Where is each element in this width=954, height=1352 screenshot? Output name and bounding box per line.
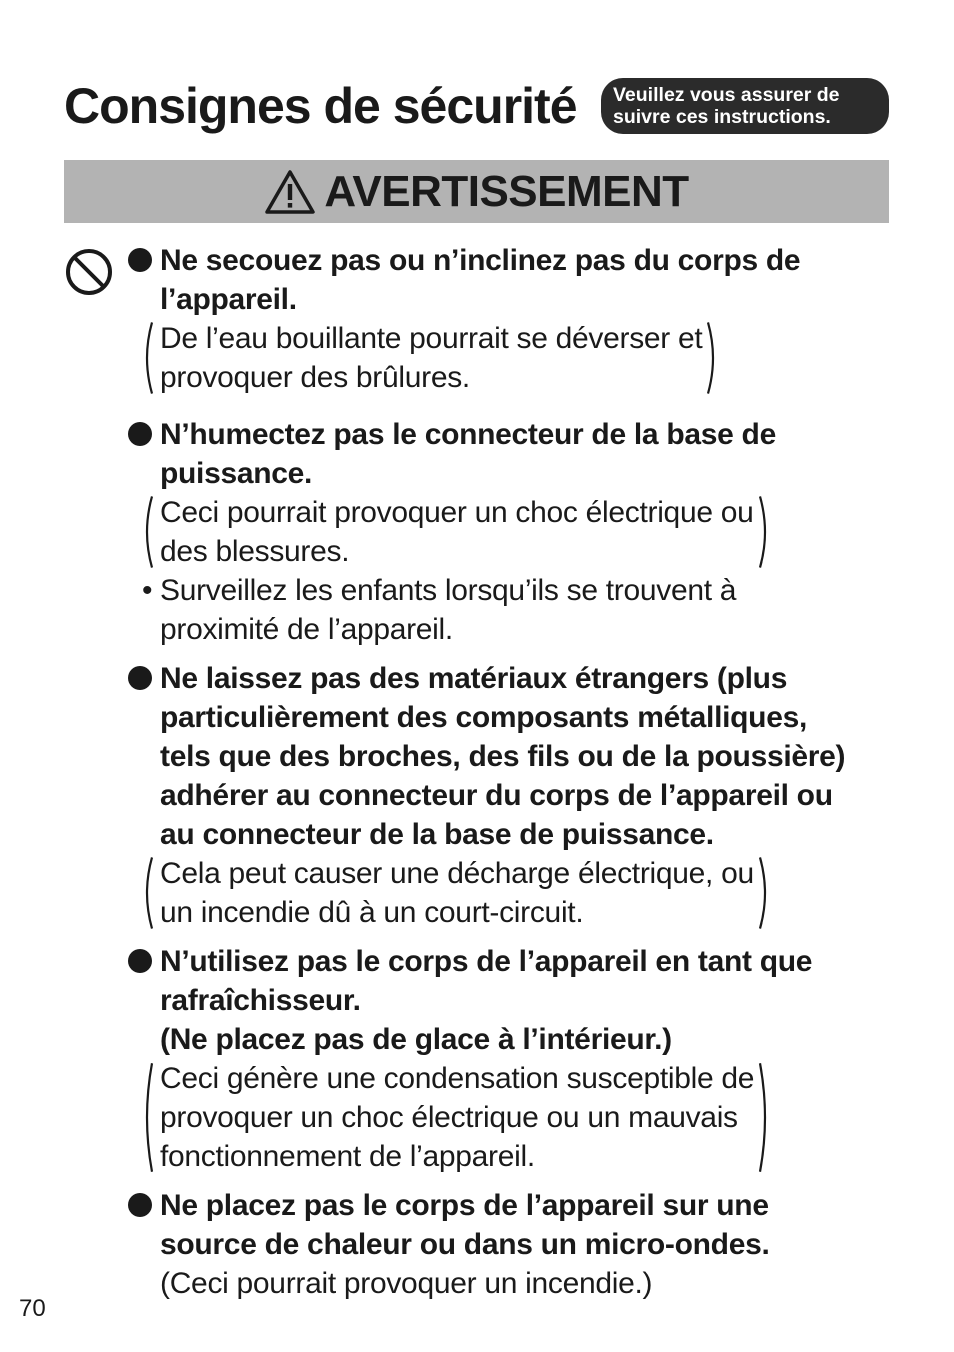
list-item (128, 241, 898, 397)
bullet-icon (128, 422, 152, 446)
item-heading: N’humectez pas le connecteur de la base de puissance. (160, 418, 776, 490)
badge-line-2: suivre ces instructions. (613, 106, 831, 128)
prohibition-icon (64, 247, 114, 297)
badge-line-1: Veuillez vous assurer de (613, 84, 840, 106)
list-item (128, 415, 898, 649)
bullet-icon (128, 248, 152, 272)
list-item (128, 942, 898, 1176)
item-heading: Ne laissez pas des matériaux étrangers (plus particulièrement des composants métalliques, tels que des broches, des fils ou de la poussière) adhérer au connecteur du corps de l’appareil ou au connecteur de la base de puissance. (160, 662, 846, 851)
bullet-icon (128, 666, 152, 690)
item-detail: (Ceci pourrait provoquer un incendie.) (160, 1267, 653, 1300)
list-item (128, 1186, 898, 1303)
item-heading: Ne secouez pas ou n’inclinez pas du corps de l’appareil. (160, 244, 801, 316)
item-detail: De l’eau bouillante pourrait se déverser et provoquer des brûlures. (140, 319, 720, 397)
bullet-icon (128, 1193, 152, 1217)
page-number: 70 (19, 1295, 46, 1322)
instruction-badge (601, 78, 889, 134)
warning-banner (64, 160, 889, 223)
warning-triangle-icon (264, 169, 316, 215)
bullet-icon (128, 949, 152, 973)
item-detail: Ceci génère une condensation susceptible de provoquer un choc électrique ou un mauvais fonctionnement de l’appareil. (140, 1059, 772, 1176)
item-heading: N’utilisez pas le corps de l’appareil en tant que rafraîchisseur. (Ne placez pas de glace à l’intérieur.) (160, 945, 813, 1056)
item-note: • Surveillez les enfants lorsqu’ils se trouvent à proximité de l’appareil. (142, 574, 737, 646)
list-item (128, 659, 898, 932)
warning-list (128, 241, 898, 1313)
warning-title: AVERTISSEMENT (324, 166, 689, 216)
item-detail: Cela peut causer une décharge électrique, ou un incendie dû à un court-circuit. (140, 854, 772, 932)
item-heading: Ne placez pas le corps de l’appareil sur une source de chaleur ou dans un micro-ondes. (160, 1189, 770, 1261)
page-title: Consignes de sécurité (64, 78, 577, 134)
item-detail: Ceci pourrait provoquer un choc électrique ou des blessures. (140, 493, 772, 571)
